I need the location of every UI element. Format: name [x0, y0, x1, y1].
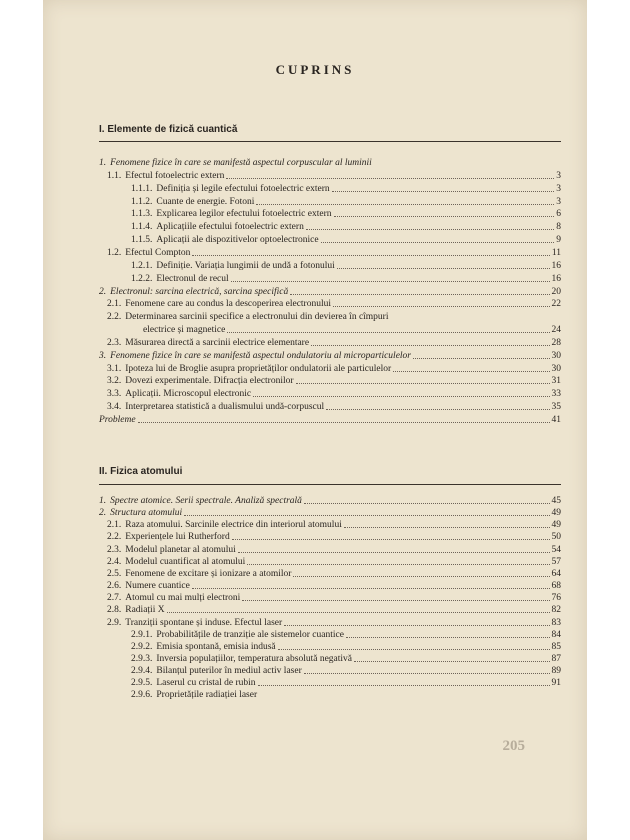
toc-leader-dots [304, 673, 550, 674]
toc-leader-dots [231, 281, 550, 282]
toc-entry [131, 689, 561, 701]
toc-leader-dots [253, 396, 549, 397]
toc-leader-dots [232, 539, 550, 540]
toc-entry-number: 1.1.2. [131, 196, 153, 207]
toc-entry-number: 1.1.4. [131, 222, 153, 233]
toc-page-number: 9 [556, 235, 561, 246]
toc-entry-title: Proprietățile radiației laser [156, 690, 258, 701]
toc-entry-title: Definiția și legile efectului fotoelectric extern [156, 183, 330, 194]
toc-entry-number: 2.4. [107, 556, 122, 567]
toc-entry-number: 2.1. [107, 520, 122, 531]
toc-entry-title: electrice și magnetice [143, 325, 226, 336]
toc-page-number: 54 [551, 544, 561, 555]
toc-page-number: 24 [551, 325, 561, 336]
toc-entry-title: Experiențele lui Rutherford [125, 532, 230, 543]
toc-entry [131, 208, 561, 220]
toc-entry-title: Radiații X [125, 605, 165, 616]
toc-entry-number: 2.9.1. [131, 629, 153, 640]
toc-page-number: 45 [551, 496, 561, 506]
toc-entry [131, 273, 561, 285]
toc-leader-dots [192, 588, 550, 589]
toc-entry-title: Fenomene fizice în care se manifestă aspectul corpuscular al luminii [110, 158, 372, 168]
toc-entry [107, 556, 561, 568]
toc-entry [107, 363, 561, 375]
toc-entry [131, 196, 561, 208]
toc-entry [99, 414, 561, 426]
toc-leader-dots [293, 576, 549, 577]
toc-entry [107, 580, 561, 592]
toc-entry-title: Cuante de energie. Fotoni [156, 196, 255, 207]
toc-page-number: 41 [551, 415, 561, 425]
toc-page-number: 49 [551, 508, 561, 519]
toc-entry-title: Spectre atomice. Serii spectrale. Analiză spectrală [110, 496, 302, 506]
toc-page-number: 84 [551, 629, 561, 640]
toc-entry-number: 2.5. [107, 568, 122, 579]
toc-entry [99, 157, 561, 169]
toc-entry [99, 286, 561, 298]
toc-entry-title: Tranziții spontane și induse. Efectul laser [125, 617, 283, 628]
toc-page-number: 22 [551, 299, 561, 310]
toc-entry [131, 665, 561, 677]
toc-page-number: 20 [551, 286, 561, 297]
chapter-rule-1 [99, 141, 561, 142]
toc-entry [107, 337, 561, 349]
toc-page-number: 89 [551, 666, 561, 677]
toc-entry-title: Interpretarea statistică a dualismului undă-corpuscul [125, 402, 325, 413]
toc-entry-number: 1.1. [107, 170, 122, 181]
toc-entry-number: 1.1.5. [131, 235, 153, 246]
toc-page-number: 33 [551, 389, 561, 400]
toc-entry [107, 617, 561, 629]
toc-page-number: 16 [551, 273, 561, 284]
toc-entry-title: Determinarea sarcinii specifice a electronului din devierea în cîmpuri [125, 312, 389, 323]
toc-entry-number: 3.1. [107, 363, 122, 374]
toc-entry-number: 2.9. [107, 617, 122, 628]
toc-page-number: 6 [556, 209, 561, 220]
toc-entry-title: Efectul Compton [125, 247, 191, 258]
toc-entry-number: 2.3. [107, 544, 122, 555]
toc-leader-dots [333, 306, 550, 307]
toc-page-number: 64 [551, 568, 561, 579]
toc-entry-title: Structura atomului [110, 508, 183, 519]
page-title: CUPRINS [275, 62, 355, 77]
toc-entry [107, 170, 561, 182]
toc-entry-title: Dovezi experimentale. Difracția electronilor [125, 376, 294, 387]
book-page [43, 0, 587, 840]
toc-leader-dots [226, 178, 554, 179]
toc-page-number: 3 [556, 196, 561, 207]
toc-entry [99, 507, 561, 519]
toc-entry [131, 221, 561, 233]
toc-entry-number: 1.1.1. [131, 183, 153, 194]
toc-entry-number: 2.7. [107, 593, 122, 604]
page-number: 205 [502, 738, 525, 754]
toc-entry-title: Definiție. Variația lungimii de undă a fotonului [156, 260, 335, 271]
toc-entry [143, 324, 561, 336]
toc-page-number: 82 [551, 605, 561, 616]
toc-entry-number: 1.2. [107, 247, 122, 258]
toc-leader-dots [247, 564, 549, 565]
toc-leader-dots [354, 661, 550, 662]
toc-entry-title: Numere cuantice [125, 581, 190, 592]
toc-page-number: 50 [551, 532, 561, 543]
chapter-heading-1: I. Elemente de fizică cuantică [99, 124, 238, 135]
toc-entry-number: 2.8. [107, 605, 122, 616]
toc-entry-number: 2.1. [107, 299, 122, 310]
toc-page-number: 31 [551, 376, 561, 387]
toc-page-number: 87 [551, 653, 561, 664]
toc-page-number: 57 [551, 556, 561, 567]
toc-leader-dots [290, 294, 549, 295]
toc-entry-number: 2. [99, 286, 107, 297]
toc-leader-dots [326, 409, 549, 410]
toc-entry-title: Probabilitățile de tranziție ale sistemelor cuantice [156, 629, 344, 640]
toc-leader-dots [311, 345, 549, 346]
toc-leader-dots [256, 204, 554, 205]
toc-entry-number: 2.9.5. [131, 678, 153, 689]
toc-entry-number: 2.9.3. [131, 653, 153, 664]
toc-entry-title: Atomul cu mai mulți electroni [125, 593, 241, 604]
toc-entry-number: 2.3. [107, 337, 122, 348]
toc-entry-number: 2. [99, 508, 107, 519]
toc-leader-dots [304, 503, 550, 504]
toc-leader-dots [413, 358, 550, 359]
toc-leader-dots [321, 242, 555, 243]
toc-entry-title: Aplicații. Microscopul electronic [125, 389, 252, 400]
toc-entry [107, 311, 561, 323]
toc-page-number: 16 [551, 260, 561, 271]
toc-entry [131, 260, 561, 272]
toc-page-number: 3 [556, 183, 561, 194]
toc-entry-title: Modelul planetar al atomului [125, 544, 236, 555]
toc-page-number: 28 [551, 337, 561, 348]
toc-entry-title: Bilanțul puterilor în mediul activ laser [156, 666, 302, 677]
toc-entry [131, 653, 561, 665]
toc-entry [107, 401, 561, 413]
toc-entry [99, 350, 561, 362]
toc-entry [107, 544, 561, 556]
toc-entry-number: 1. [99, 158, 107, 168]
toc-leader-dots [337, 268, 550, 269]
toc-leader-dots [167, 612, 550, 613]
toc-entry-number: 2.9.2. [131, 641, 153, 652]
toc-entry-number: 3.3. [107, 389, 122, 400]
toc-entry [131, 677, 561, 689]
toc-entry-title: Electronul: sarcina electrică, sarcina specifică [110, 286, 289, 297]
toc-leader-dots [258, 685, 550, 686]
toc-entry-title: Ipoteza lui de Broglie asupra proprietăților ondulatorii ale particulelor [125, 363, 392, 374]
toc-entry-title: Emisia spontană, emisia indusă [156, 641, 276, 652]
toc-entry-number: 1.1.3. [131, 209, 153, 220]
toc-leader-dots [346, 637, 550, 638]
toc-entry-title: Laserul cu cristal de rubin [156, 678, 256, 689]
toc-entry-number: 2.9.4. [131, 666, 153, 677]
toc-entry [107, 247, 561, 259]
toc-entry-title: Fenomene fizice în care se manifestă aspectul ondulatoriu al microparticulelor [110, 350, 411, 361]
toc-entry-number: 1.2.2. [131, 273, 153, 284]
toc-leader-dots [334, 216, 555, 217]
toc-entry [107, 604, 561, 616]
chapter-rule-2 [99, 484, 561, 485]
toc-page-number: 30 [551, 363, 561, 374]
toc-page-number: 85 [551, 641, 561, 652]
toc-entry-title: Efectul fotoelectric extern [125, 170, 225, 181]
toc-entry-title: Fenomene care au condus la descoperirea electronului [125, 299, 331, 310]
toc-entry [107, 531, 561, 543]
toc-leader-dots [238, 552, 550, 553]
toc-entry-title: Inversia populațiilor, temperatura absolută negativă [156, 653, 352, 664]
toc-entry-number: 1.2.1. [131, 260, 153, 271]
toc-leader-dots [184, 515, 549, 516]
toc-entry-title: Măsurarea directă a sarcinii electrice elementare [125, 337, 310, 348]
toc-entry [107, 375, 561, 387]
toc-entry-number: 2.6. [107, 581, 122, 592]
toc-page-number: 49 [551, 520, 561, 531]
toc-entry-number: 3. [99, 350, 107, 361]
toc-entry-number: 2.9.6. [131, 690, 153, 701]
toc-entry-title: Electronul de recul [156, 273, 229, 284]
toc-leader-dots [138, 422, 550, 423]
toc-entry-number: 3.4. [107, 402, 122, 413]
toc-entry [131, 234, 561, 246]
toc-leader-dots [284, 625, 549, 626]
toc-entry-title: Probleme [99, 415, 136, 425]
toc-page-number: 8 [556, 222, 561, 233]
toc-entry [107, 519, 561, 531]
toc-page-number: 35 [551, 402, 561, 413]
toc-entry [131, 629, 561, 641]
toc-leader-dots [344, 527, 550, 528]
toc-page-number: 83 [551, 617, 561, 628]
toc-leader-dots [296, 383, 550, 384]
toc-page-number: 30 [551, 350, 561, 361]
toc-leader-dots [242, 600, 549, 601]
toc-entry-title: Aplicațiile efectului fotoelectric extern [156, 222, 304, 233]
toc-page-number: 91 [551, 678, 561, 689]
toc-page-number: 11 [551, 247, 561, 258]
toc-page-number: 3 [556, 170, 561, 181]
toc-entry-title: Raza atomului. Sarcinile electrice din interiorul atomului [125, 520, 342, 531]
toc-leader-dots [227, 332, 549, 333]
toc-entry-title: Explicarea legilor efectului fotoelectric extern [156, 209, 332, 220]
toc-leader-dots [332, 191, 555, 192]
toc-entry-title: Fenomene de excitare și ionizare a atomilor [125, 568, 292, 579]
toc-entry-title: Modelul cuantificat al atomului [125, 556, 246, 567]
chapter-heading-2: II. Fizica atomului [99, 466, 183, 477]
toc-entry-number: 3.2. [107, 376, 122, 387]
toc-entry [99, 495, 561, 507]
toc-entry-number: 2.2. [107, 532, 122, 543]
toc-leader-dots [393, 371, 549, 372]
toc-entry [131, 641, 561, 653]
toc-entry-number: 2.2. [107, 312, 122, 323]
toc-entry [107, 298, 561, 310]
toc-leader-dots [278, 649, 550, 650]
toc-leader-dots [192, 255, 549, 256]
toc-entry [107, 388, 561, 400]
toc-page-number: 76 [551, 593, 561, 604]
toc-entry [131, 183, 561, 195]
toc-entry-number: 1. [99, 496, 107, 506]
toc-entry [107, 568, 561, 580]
toc-entry-title: Aplicații ale dispozitivelor optoelectronice [156, 235, 319, 246]
toc-entry [107, 592, 561, 604]
toc-leader-dots [306, 229, 554, 230]
toc-page-number: 68 [551, 581, 561, 592]
